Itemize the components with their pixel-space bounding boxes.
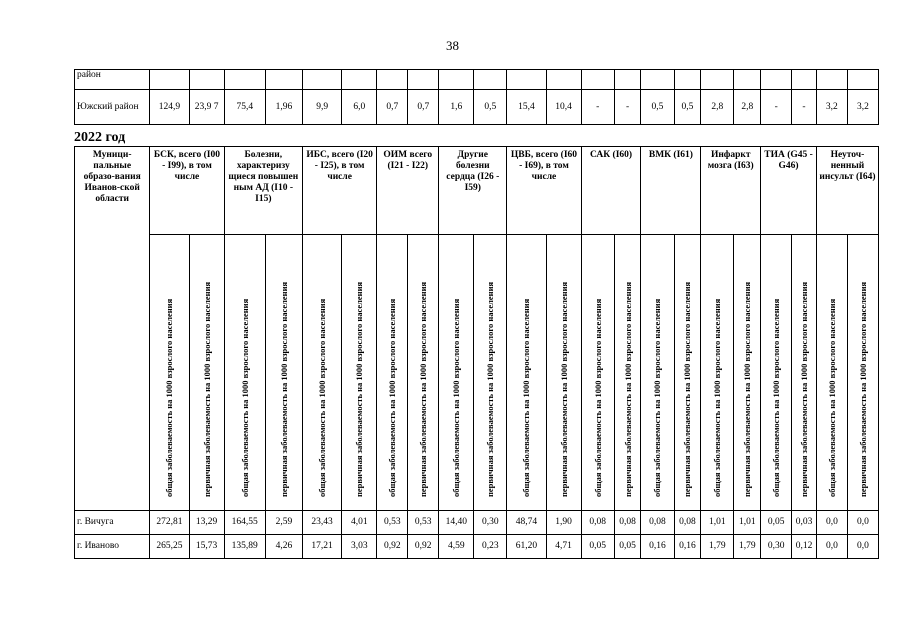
table-cell: 0,0 (816, 535, 847, 559)
subheader-label: первичная заболеваемость на 1000 взрослого населения (418, 281, 429, 497)
table-cell: 14,40 (439, 511, 474, 535)
table-cell: 48,74 (507, 511, 546, 535)
table-cell: 0,53 (408, 511, 439, 535)
subheader-cell (439, 235, 474, 511)
table-cell: 0,30 (474, 511, 507, 535)
table-cell (641, 70, 674, 90)
table-row (75, 70, 879, 90)
table-cell: 0,08 (674, 511, 701, 535)
table-cell (761, 70, 792, 90)
table-cell: 23,9 7 (189, 90, 224, 125)
table-cell: 3,2 (847, 90, 878, 125)
table-cell: 2,8 (701, 90, 734, 125)
table-cell: 0,08 (641, 511, 674, 535)
group-header: ЦВБ, всего (I60 - I69), в том числе (507, 147, 581, 235)
subheader-row (75, 235, 879, 511)
row-name: Южский район (75, 90, 150, 125)
table-cell: 1,79 (734, 535, 761, 559)
table-cell: 0,16 (674, 535, 701, 559)
table-cell (224, 70, 265, 90)
table-cell: - (581, 90, 614, 125)
subheader-cell (474, 235, 507, 511)
table-cell (408, 70, 439, 90)
table-cell (150, 70, 189, 90)
group-header: Инфаркт мозга (I63) (701, 147, 761, 235)
table-cell: 0,92 (377, 535, 408, 559)
table-cell (847, 70, 878, 90)
table-cell: 0,12 (792, 535, 817, 559)
subheader-label: первичная заболеваемость на 1000 взрослого населения (799, 281, 810, 497)
row-name: г. Вичуга (75, 511, 150, 535)
table-cell: - (614, 90, 641, 125)
table-cell: 272,81 (150, 511, 189, 535)
subheader-cell (224, 235, 265, 511)
table-cell: 0,08 (614, 511, 641, 535)
table-cell (474, 70, 507, 90)
table-cell (303, 70, 342, 90)
group-header: ИБС, всего (I20 - I25), в том числе (303, 147, 377, 235)
main-table (74, 146, 879, 559)
table-cell: 0,23 (474, 535, 507, 559)
table-cell: 0,16 (641, 535, 674, 559)
page-number: 38 (446, 38, 459, 53)
subheader-label: первичная заболеваемость на 1000 взрослого населения (278, 281, 289, 497)
table-cell: - (761, 90, 792, 125)
group-header: ВМК (I61) (641, 147, 701, 235)
table-cell: 4,26 (265, 535, 302, 559)
subheader-label: первичная заболеваемость на 1000 взрослого населения (485, 281, 496, 497)
group-header: ОИМ всего (I21 - I22) (377, 147, 439, 235)
subheader-cell (408, 235, 439, 511)
table-cell: 4,01 (342, 511, 377, 535)
table-cell: 23,43 (303, 511, 342, 535)
table-cell: 75,4 (224, 90, 265, 125)
table-cell (614, 70, 641, 90)
group-header: Неуточ-ненный инсульт (I64) (816, 147, 878, 235)
municipality-header: Муници-пальные образо-вания Иванов-ской области (75, 147, 150, 511)
table-cell (734, 70, 761, 90)
subheader-cell (614, 235, 641, 511)
table-cell: 4,71 (546, 535, 581, 559)
section-title: 2022 год (74, 130, 126, 145)
group-header: Болезни, характеризу щиеся повышен ным АД (I10 - I15) (224, 147, 302, 235)
table-cell: 0,05 (761, 511, 792, 535)
table-cell: 0,0 (847, 535, 878, 559)
table-cell (189, 70, 224, 90)
table-cell: 4,59 (439, 535, 474, 559)
header-row (75, 147, 879, 235)
table-cell: 0,7 (377, 90, 408, 125)
table-cell: 0,03 (792, 511, 817, 535)
table-cell: 124,9 (150, 90, 189, 125)
table-cell: 17,21 (303, 535, 342, 559)
table-row (75, 90, 879, 125)
subheader-cell (546, 235, 581, 511)
row-name: г. Иваново (75, 535, 150, 559)
subheader-cell (816, 235, 847, 511)
subheader-label: общая заболеваемость на 1000 взрослого населения (317, 298, 328, 497)
top-table (74, 69, 879, 125)
subheader-cell (507, 235, 546, 511)
table-cell: 0,0 (816, 511, 847, 535)
table-cell (546, 70, 581, 90)
table-cell: 13,29 (189, 511, 224, 535)
table-cell: 3,2 (816, 90, 847, 125)
table-cell: 0,30 (761, 535, 792, 559)
table-cell: 0,0 (847, 511, 878, 535)
table-cell: 0,5 (674, 90, 701, 125)
group-header: ТИА (G45 - G46) (761, 147, 817, 235)
subheader-label: общая заболеваемость на 1000 взрослого населения (239, 298, 250, 497)
table-cell: 164,55 (224, 511, 265, 535)
group-header: БСК, всего (I00 - I99), в том числе (150, 147, 224, 235)
subheader-cell (189, 235, 224, 511)
table-cell (792, 70, 817, 90)
table-cell (701, 70, 734, 90)
row-label: район (75, 70, 150, 90)
subheader-cell (150, 235, 189, 511)
table-cell: 10,4 (546, 90, 581, 125)
table-cell: 1,96 (265, 90, 302, 125)
subheader-label: общая заболеваемость на 1000 взрослого населения (451, 298, 462, 497)
subheader-label: общая заболеваемость на 1000 взрослого населения (712, 298, 723, 497)
table-row (75, 535, 879, 559)
table-cell: 9,9 (303, 90, 342, 125)
table-cell: 61,20 (507, 535, 546, 559)
table-cell: 2,59 (265, 511, 302, 535)
group-header: Другие болезни сердца (I26 - I59) (439, 147, 507, 235)
subheader-label: общая заболеваемость на 1000 взрослого населения (592, 298, 603, 497)
subheader-cell (641, 235, 674, 511)
subheader-label: общая заболеваемость на 1000 взрослого населения (521, 298, 532, 497)
table-cell: 1,6 (439, 90, 474, 125)
subheader-label: общая заболеваемость на 1000 взрослого населения (387, 298, 398, 497)
table-cell: 0,08 (581, 511, 614, 535)
subheader-cell (674, 235, 701, 511)
table-cell: 15,73 (189, 535, 224, 559)
subheader-cell (265, 235, 302, 511)
table-cell: 0,05 (581, 535, 614, 559)
table-cell: 6,0 (342, 90, 377, 125)
table-cell: 1,90 (546, 511, 581, 535)
subheader-cell (792, 235, 817, 511)
subheader-label: общая заболеваемость на 1000 взрослого населения (826, 298, 837, 497)
table-cell: 0,53 (377, 511, 408, 535)
table-cell (581, 70, 614, 90)
table-cell: 0,5 (641, 90, 674, 125)
subheader-label: первичная заболеваемость на 1000 взрослого населения (201, 281, 212, 497)
subheader-label: первичная заболеваемость на 1000 взрослого населения (558, 281, 569, 497)
subheader-label: общая заболеваемость на 1000 взрослого населения (771, 298, 782, 497)
table-cell: 0,7 (408, 90, 439, 125)
subheader-cell (342, 235, 377, 511)
group-header: САК (I60) (581, 147, 641, 235)
subheader-label: общая заболеваемость на 1000 взрослого населения (652, 298, 663, 497)
table-cell: 135,89 (224, 535, 265, 559)
table-cell: 1,79 (701, 535, 734, 559)
subheader-label: общая заболеваемость на 1000 взрослого населения (164, 298, 175, 497)
subheader-cell (761, 235, 792, 511)
subheader-label: первичная заболеваемость на 1000 взрослого населения (354, 281, 365, 497)
table-cell (816, 70, 847, 90)
table-cell: - (792, 90, 817, 125)
subheader-cell (847, 235, 878, 511)
table-cell (265, 70, 302, 90)
table-cell: 1,01 (734, 511, 761, 535)
table-cell: 15,4 (507, 90, 546, 125)
subheader-cell (734, 235, 761, 511)
table-cell (342, 70, 377, 90)
subheader-cell (581, 235, 614, 511)
table-cell: 0,05 (614, 535, 641, 559)
table-cell (674, 70, 701, 90)
subheader-label: первичная заболеваемость на 1000 взрослого населения (622, 281, 633, 497)
table-cell: 1,01 (701, 511, 734, 535)
table-cell (439, 70, 474, 90)
table-cell: 0,5 (474, 90, 507, 125)
table-row (75, 511, 879, 535)
table-cell: 0,92 (408, 535, 439, 559)
table-cell (507, 70, 546, 90)
table-cell: 3,03 (342, 535, 377, 559)
subheader-cell (303, 235, 342, 511)
table-cell (377, 70, 408, 90)
subheader-label: первичная заболеваемость на 1000 взрослого населения (857, 281, 868, 497)
subheader-label: первичная заболеваемость на 1000 взрослого населения (742, 281, 753, 497)
subheader-label: первичная заболеваемость на 1000 взрослого населения (682, 281, 693, 497)
subheader-cell (701, 235, 734, 511)
subheader-cell (377, 235, 408, 511)
table-cell: 265,25 (150, 535, 189, 559)
table-cell: 2,8 (734, 90, 761, 125)
